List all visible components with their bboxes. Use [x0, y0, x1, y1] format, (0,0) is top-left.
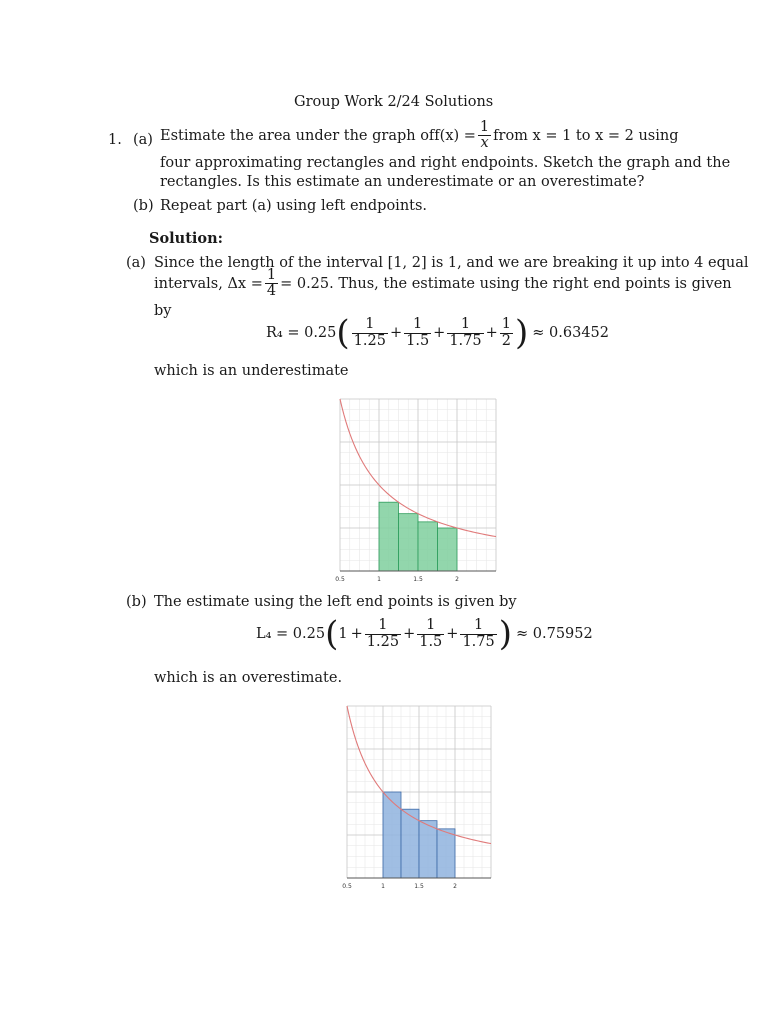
left-endpoint-chart	[341, 704, 493, 892]
riemann-rectangle	[383, 792, 401, 878]
problem-a-line1	[160, 120, 678, 151]
r4-lhs: R₄ = 0.25	[266, 325, 337, 341]
problem-a-fraction: $\frac{1}{x}$	[479, 119, 490, 152]
l4-term: $\frac{1}{1.75}$	[462, 617, 495, 650]
delta-x-fraction: $\frac{1}{4}$	[266, 267, 277, 300]
tick-label: 0.5	[335, 576, 345, 583]
tick-label: 2	[453, 883, 457, 890]
r4-term: $\frac{1}{2}$	[501, 316, 512, 349]
problem-a-text1: Estimate the area under the graph of	[160, 127, 435, 144]
solution-a-line2-pre: intervals, Δx =	[154, 275, 263, 292]
riemann-rectangle	[418, 522, 438, 571]
tick-label: 1.5	[413, 576, 423, 583]
tick-label: 1.5	[414, 883, 424, 890]
problem-b-label: (b)	[133, 198, 154, 214]
l4-lhs: L₄ = 0.25	[256, 626, 326, 642]
solution-a-line1: Since the length of the interval [1, 2] is 1, and we are breaking it up into 4 equal	[154, 255, 749, 271]
r4-term: $\frac{1}{1.75}$	[449, 316, 482, 349]
page-title: Group Work 2/24 Solutions	[294, 94, 494, 110]
problem-a-line3: rectangles. Is this estimate an underestimate or an overestimate?	[160, 174, 645, 190]
riemann-rectangle	[438, 528, 458, 571]
r4-result: ≈ 0.63452	[532, 325, 610, 341]
solution-b-line1: The estimate using the left end points is given by	[154, 594, 517, 610]
problem-b-text: Repeat part (a) using left endpoints.	[160, 198, 428, 214]
l4-term: $\frac{1}{1.5}$	[419, 617, 443, 650]
r4-equation: R₄ = 0.25 ( $\frac{1}{1.25}$ + $\frac{1}{1.5}$ + $\frac{1}{1.75}$ + $\frac{1}{2}$ ) ≈ 0.63452	[266, 313, 610, 353]
solution-b-label: (b)	[126, 594, 147, 610]
riemann-rectangle	[379, 502, 399, 571]
solution-a-label: (a)	[126, 255, 146, 271]
tick-label: 2	[455, 576, 459, 583]
r4-term: $\frac{1}{1.5}$	[406, 316, 430, 349]
problem-a-line2: four approximating rectangles and right endpoints. Sketch the graph and the	[160, 155, 731, 171]
problem-a-text2: from x = 1 to x = 2 using	[493, 127, 679, 144]
solution-a-line2-post: = 0.25. Thus, the estimate using the right end points is given	[280, 275, 732, 292]
problem-a-fx: f(x) =	[434, 127, 476, 144]
problem-a-label: (a)	[133, 132, 153, 148]
r4-term: $\frac{1}{1.25}$	[353, 316, 386, 349]
problem-number: 1.	[108, 132, 122, 148]
solution-a-line3: by	[154, 303, 172, 319]
right-endpoint-chart	[334, 397, 498, 585]
solution-a-line2	[154, 268, 732, 299]
tick-label: 1	[381, 883, 385, 890]
solution-b-conclusion: which is an overestimate.	[154, 670, 343, 686]
riemann-rectangle	[437, 829, 455, 878]
riemann-rectangle	[399, 514, 419, 571]
l4-result: ≈ 0.75952	[516, 626, 593, 642]
riemann-rectangle	[419, 821, 437, 878]
tick-label: 0.5	[342, 883, 352, 890]
tick-label: 1	[377, 576, 381, 583]
l4-first: 1	[338, 626, 348, 642]
l4-term: $\frac{1}{1.25}$	[366, 617, 400, 650]
solution-heading: Solution:	[149, 230, 223, 247]
solution-a-conclusion: which is an underestimate	[154, 363, 349, 379]
l4-equation: L₄ = 0.25 ( 1 + $\frac{1}{1.25}$ + $\frac{1}{1.5}$ + $\frac{1}{1.75}$ ) ≈ 0.75952	[256, 614, 593, 654]
